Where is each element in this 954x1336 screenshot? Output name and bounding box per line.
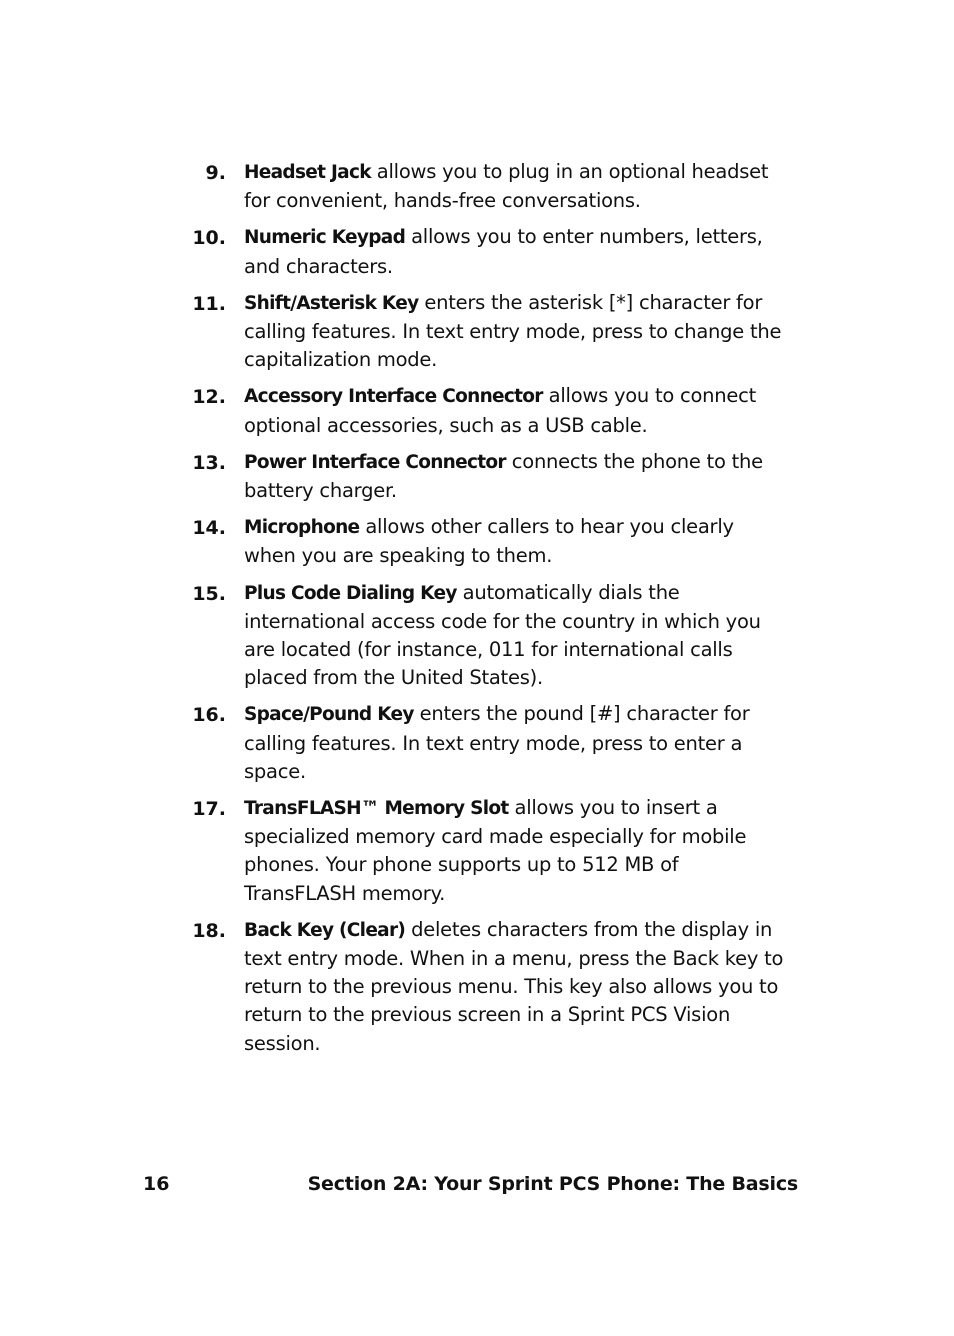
item-term: Shift/Asterisk Key: [244, 292, 419, 314]
item-body: allows other callers to hear you clearly when you are speaking to them.: [244, 515, 734, 568]
list-item: [0, 158, 954, 215]
item-description: [244, 382, 789, 439]
item-body: deletes characters from the display in text entry mode. When in a menu, press the Back key to return to the previous menu. This key also allows you to return to the previous screen in a Sprint PCS Vision session.: [244, 917, 784, 1055]
list-item: [0, 794, 954, 908]
item-description: [244, 223, 789, 280]
item-body: allows you to plug in an optional headset for convenient, hands-free conversations.: [244, 160, 769, 213]
item-description: [244, 513, 789, 570]
item-number: 12.: [192, 386, 226, 409]
list-item: [0, 382, 954, 439]
item-body: connects the phone to the battery charger.: [244, 449, 763, 503]
list-item: [0, 916, 954, 1058]
item-term: Accessory Interface Connector: [244, 386, 543, 408]
item-term: Power Interface Connector: [244, 451, 506, 473]
item-number: 15.: [192, 582, 226, 605]
item-term: Headset Jack: [244, 162, 371, 183]
item-term: Space/Pound Key: [244, 704, 414, 726]
item-number: 16.: [192, 704, 226, 727]
item-term: Plus Code Dialing Key: [244, 582, 457, 604]
feature-list: [0, 158, 954, 1066]
item-description: [244, 794, 789, 908]
item-description: [244, 700, 789, 786]
item-body: enters the pound [#] character for calling features. In text entry mode, press to enter a space.: [244, 702, 750, 783]
item-description: [244, 289, 789, 375]
list-item: [0, 579, 954, 693]
item-number: 18.: [192, 919, 226, 942]
item-body: allows you to enter numbers, letters, and characters.: [244, 225, 763, 278]
list-item: [0, 513, 954, 570]
item-body: enters the asterisk [*] character for calling features. In text entry mode, press to change the capitalization mode.: [244, 290, 782, 372]
page-number: 16: [143, 1173, 170, 1195]
item-body: allows you to connect optional accessories, such as a USB cable.: [244, 384, 756, 437]
item-description: [244, 158, 789, 215]
item-term: Microphone: [244, 517, 360, 539]
item-description: [244, 579, 789, 693]
item-number: 13.: [192, 451, 226, 474]
page-footer: [0, 1170, 954, 1198]
item-term: TransFLASH™ Memory Slot: [244, 798, 509, 820]
list-item: [0, 223, 954, 280]
item-body: allows you to insert a specialized memory card made especially for mobile phones. Your phone supports up to 512 MB of TransFLASH memory.: [244, 796, 747, 905]
item-number: 10.: [192, 227, 226, 250]
list-item: [0, 700, 954, 786]
item-number: 17.: [192, 798, 226, 821]
item-number: 14.: [192, 517, 226, 540]
item-term: Back Key (Clear): [244, 919, 406, 941]
item-number: 9.: [205, 162, 226, 184]
item-number: 11.: [192, 292, 226, 315]
item-body: automatically dials the international access code for the country in which you are located (for instance, 011 for international calls placed from the United States).: [244, 580, 761, 690]
item-description: [244, 916, 789, 1058]
section-title: Section 2A: Your Sprint PCS Phone: The Basics: [307, 1173, 798, 1195]
item-description: [244, 448, 789, 505]
item-term: Numeric Keypad: [244, 227, 406, 249]
list-item: [0, 448, 954, 505]
list-item: [0, 289, 954, 375]
